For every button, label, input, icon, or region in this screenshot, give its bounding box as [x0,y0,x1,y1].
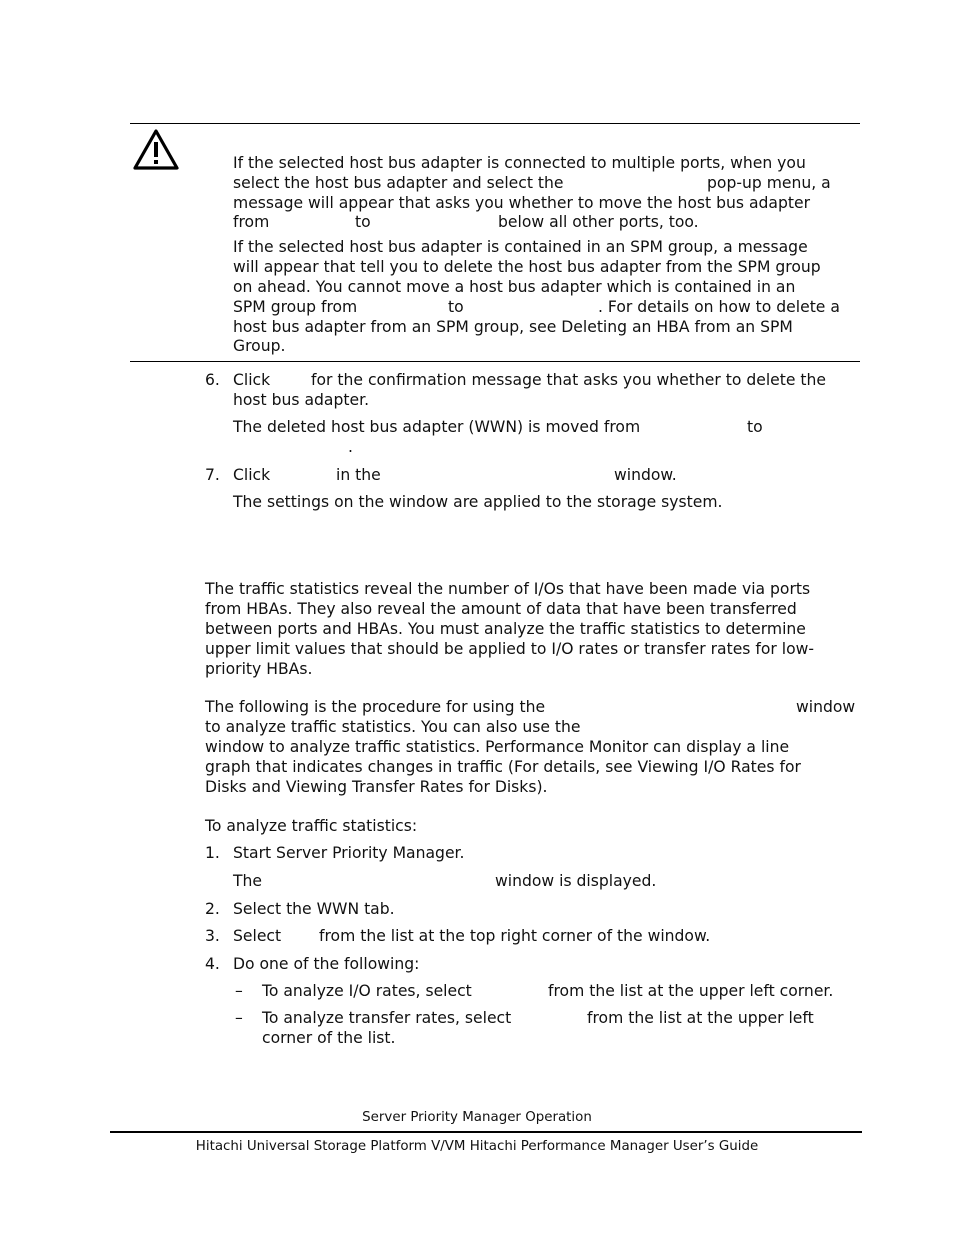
procedure-intro: To analyze traffic statistics: [205,817,418,835]
footer-rule [110,1131,862,1133]
caution-bottom-rule [130,361,860,362]
footer-guide-title: Hitachi Universal Storage Platform V/VM Hitachi Performance Manager User’s Guide [195,1139,759,1154]
caution-top-rule [130,123,860,124]
warning-triangle-icon [132,127,180,171]
footer-section-title: Server Priority Manager Operation [362,1110,592,1125]
